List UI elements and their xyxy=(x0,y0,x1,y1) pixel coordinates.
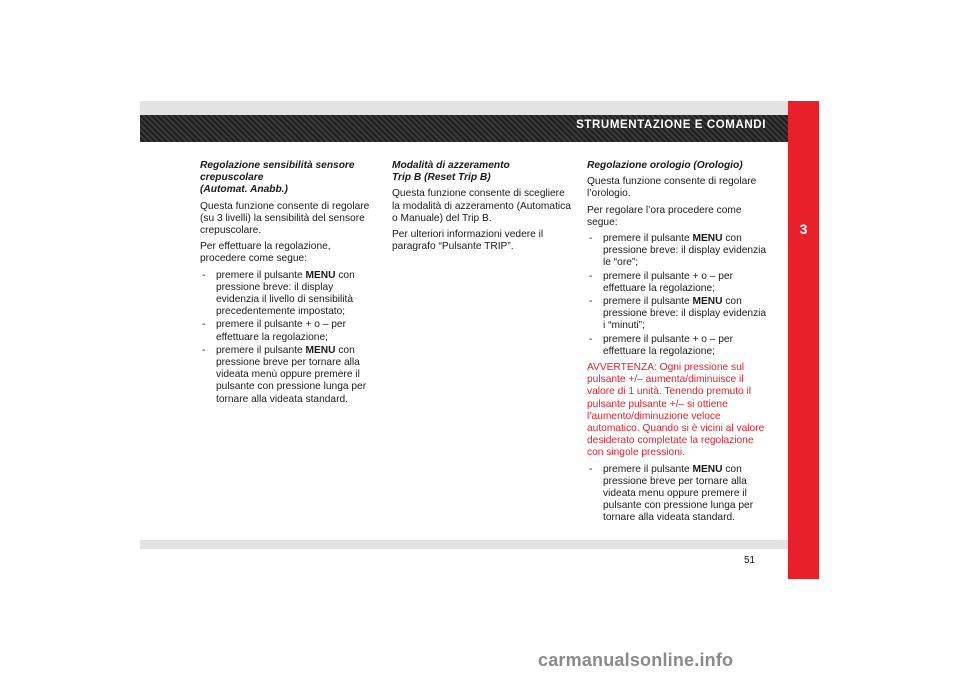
page-number: 51 xyxy=(744,555,756,566)
paragraph: Questa funzione consente di regolare (su 3 livelli) la sensibilità del sensore crepuscolare. xyxy=(200,200,370,237)
list-item: - premere il pulsante + o – per effettuare la regolazione; xyxy=(587,271,769,295)
list-item: - premere il pulsante MENU con pressione breve: il display evidenzia le “ore”; xyxy=(587,233,769,270)
list-item: - premere il pulsante + o – per effettuare la regolazione; xyxy=(587,334,769,358)
header-top-strip xyxy=(140,101,788,115)
list-item: - premere il pulsante MENU con pressione breve per tornare alla videata menu oppure premere il pulsante con pressione lunga per tornare alla videata standard. xyxy=(587,464,769,525)
watermark: carmanualsonline.info xyxy=(538,650,734,670)
section-title: STRUMENTAZIONE E COMANDI xyxy=(576,119,766,131)
warning-note: AVVERTENZA: Ogni pressione sul pulsante +/– aumenta/diminuisce il valore di 1 unità. Tenendo premuto il pulsante pulsante +/– si ottiene l’aumento/diminuzione veloce automatico. Quando si è vicini al valore desiderato completate la regolazione con singole pressioni. xyxy=(587,362,765,459)
column-2 xyxy=(392,160,572,257)
footer-strip xyxy=(140,540,788,549)
column-1 xyxy=(200,160,378,410)
chapter-number: 3 xyxy=(799,221,808,237)
steps-list xyxy=(200,270,378,406)
list-item: - premere il pulsante + o – per effettuare la regolazione; xyxy=(200,319,378,343)
key-label: MENU xyxy=(692,296,723,308)
heading-reset-trip-b: Modalità di azzeramento Trip B (Reset Trip B) xyxy=(392,160,510,184)
column-3 xyxy=(587,160,769,529)
steps-list xyxy=(587,233,769,358)
list-item: - premere il pulsante MENU con pressione breve: il display evidenzia il livello di sensibilità precedentemente impostato; xyxy=(200,270,378,319)
warning-label: AVVERTENZA: xyxy=(587,362,657,374)
heading-clock-setting: Regolazione orologio (Orologio) xyxy=(587,160,743,171)
key-label: MENU xyxy=(692,233,723,245)
key-label: MENU xyxy=(692,463,723,475)
key-label: MENU xyxy=(305,269,336,281)
heading-crepuscular-sensor: Regolazione sensibilità sensore crepuscolare (Automat. Anabb.) xyxy=(200,160,355,196)
paragraph: Per regolare l’ora procedere come segue: xyxy=(587,204,742,228)
paragraph: Questa funzione consente di scegliere la modalità di azzeramento (Automatica o Manuale) del Trip B. xyxy=(392,188,571,224)
chapter-tab xyxy=(788,101,819,579)
steps-list xyxy=(587,464,769,525)
paragraph: Questa funzione consente di regolare l’orologio. xyxy=(587,176,757,200)
paragraph: Per ulteriori informazioni vedere il paragrafo “Pulsante TRIP”. xyxy=(392,229,544,253)
list-item: - premere il pulsante MENU con pressione breve per tornare alla videata menù oppure premere il pulsante con pressione lunga per tornare alla videata standard. xyxy=(200,345,378,406)
section-header xyxy=(140,115,788,142)
list-item: - premere il pulsante MENU con pressione breve: il display evidenzia i “minuti”; xyxy=(587,296,769,333)
key-label: MENU xyxy=(305,344,336,356)
paragraph: Per effettuare la regolazione, procedere come segue: xyxy=(200,241,331,265)
